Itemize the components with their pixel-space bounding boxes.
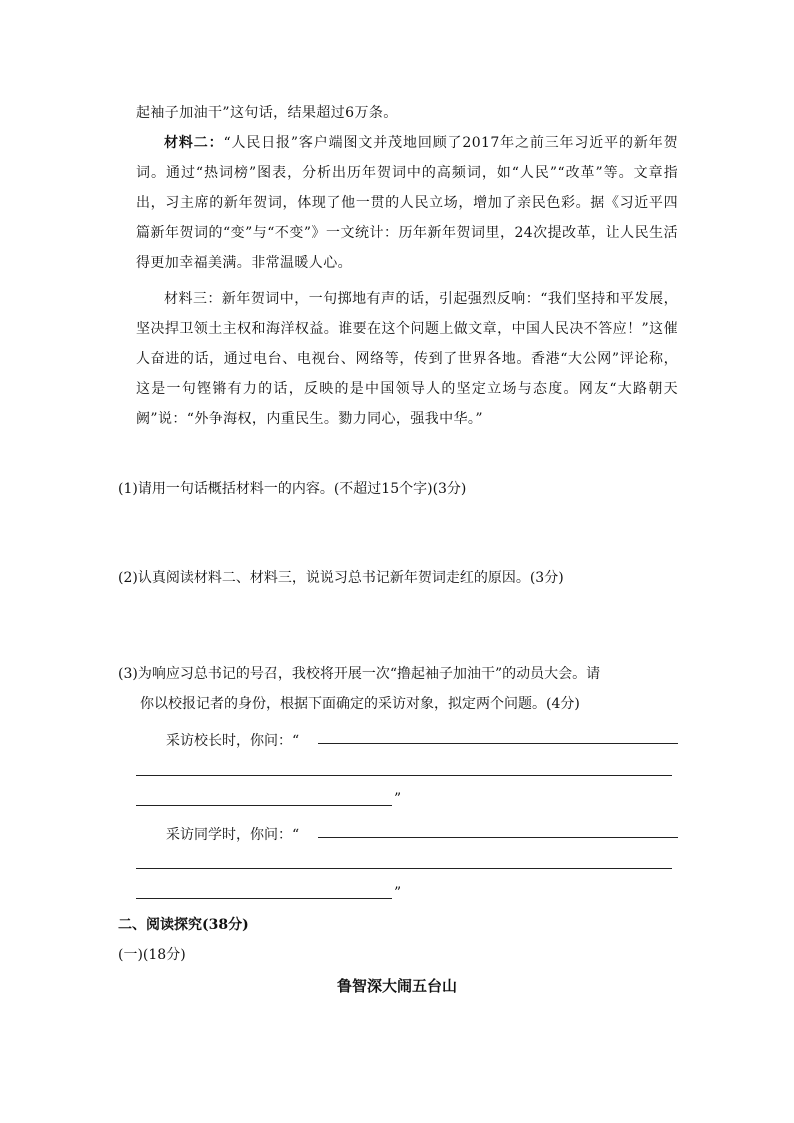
section-heading: 二、阅读探究(38分)	[118, 917, 249, 933]
question-3-line1: (3)为响应习总书记的号召，我校将开展一次“撸起袖子加油干”的动员大会。请	[118, 666, 601, 682]
passage-title: 鲁智深大闹五台山	[336, 977, 457, 995]
answer-line-student-3[interactable]	[136, 898, 392, 899]
material3-paragraph	[136, 284, 678, 434]
answer-line-principal-3[interactable]	[136, 805, 392, 806]
material3-text: 新年贺词中，一句掷地有声的话，引起强烈反响：“我们坚持和平发展，坚决捍卫领土主权和海洋权益。谁要在这个问题上做文章，中国人民决不答应！”这催人奋进的话，通过电台、电视台、网络等，传到了世界各地。香港“大公网”评论称，这是一句铿锵有力的话，反映的是中国领导人的坚定立场与态度。网友“大路朝天阙”说：“外争海权，内重民生。勠力同心，强我中华。”	[136, 291, 678, 427]
question-3-line2: 你以校报记者的身份，根据下面确定的采访对象，拟定两个问题。(4分)	[140, 696, 580, 712]
close-quote-principal: ”	[394, 791, 402, 807]
interview-student-prompt: 采访同学时，你问：“	[166, 827, 300, 843]
question-3	[118, 659, 680, 719]
material2-text: “人民日报”客户端图文并茂地回顾了2017年之前三年习近平的新年贺词。通过“热词榜”图表，分析出历年贺词中的高频词，如“人民”“改革”等。文章指出，习主席的新年贺词，体现了他一贯的人民立场，增加了亲民色彩。据《习近平四篇新年贺词的“变”与“不变”》一文统计：历年新年贺词里，24次提改革，让人民生活得更加幸福美满。非常温暖人心。	[136, 135, 678, 271]
question-1: (1)请用一句话概括材料一的内容。(不超过15个字)(3分)	[118, 481, 467, 497]
subsection-label: (一)(18分)	[118, 947, 186, 963]
answer-line-principal-1[interactable]	[318, 743, 678, 744]
material2-label: 材料二：	[164, 135, 224, 151]
answer-line-student-1[interactable]	[318, 837, 678, 838]
answer-line-student-2[interactable]	[136, 868, 672, 869]
material3-label: 材料三：	[164, 291, 222, 307]
interview-principal-prompt: 采访校长时，你问：“	[166, 733, 300, 749]
question-2: (2)认真阅读材料二、材料三，说说习总书记新年贺词走红的原因。(3分)	[118, 570, 564, 586]
close-quote-student: ”	[394, 885, 402, 901]
material1-tail: 起袖子加油干”这句话，结果超过6万条。	[136, 105, 398, 121]
material2-paragraph	[136, 128, 678, 278]
answer-line-principal-2[interactable]	[136, 775, 672, 776]
